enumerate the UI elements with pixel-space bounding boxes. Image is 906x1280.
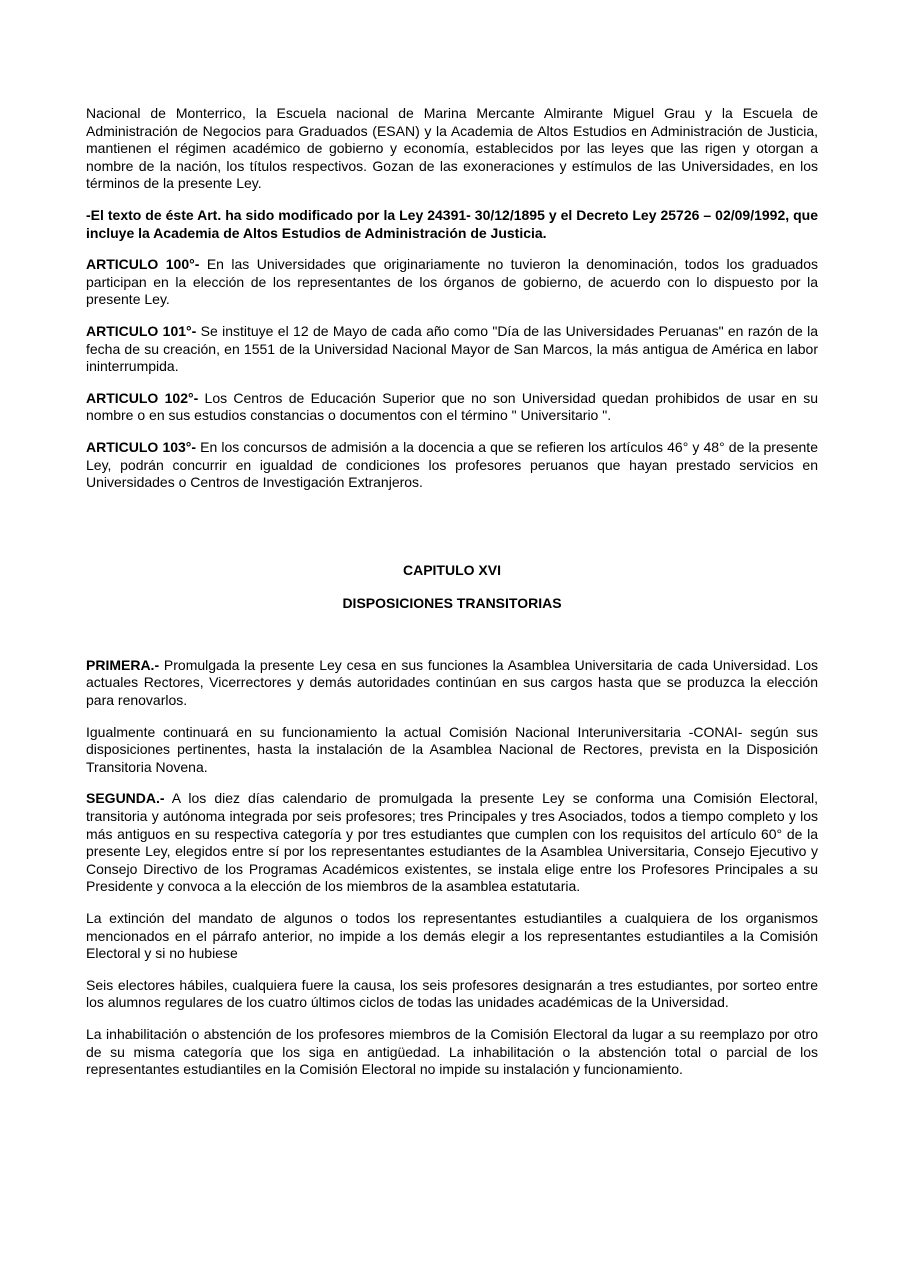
article-103 xyxy=(86,439,818,492)
transitoria-label: PRIMERA.- xyxy=(86,656,160,673)
chapter-number: CAPITULO XVI xyxy=(402,561,501,578)
segunda-paragraph-3: Seis electores hábiles, cualquiera fuere la causa, los seis profesores designarán a tres estudiantes, por sorteo entre los alumnos regulares de los cuatro últimos ciclos de todas las unidades académicas de la Universidad. xyxy=(86,976,818,1011)
article-text: Los Centros de Educación Superior que no son Universidad quedan prohibidos de usar en su nombre o en sus estudios constancias o documentos con el término " Universitario ". xyxy=(86,389,818,424)
article-text: Se instituye el 12 de Mayo de cada año como "Día de las Universidades Peruanas" en razón de la fecha de su creación, en 1551 de la Universidad Nacional Mayor de San Marcos, la más antigua de América en labor ininterrumpida. xyxy=(86,322,818,375)
transitoria-segunda xyxy=(86,790,818,896)
segunda-paragraph-4: La inhabilitación o abstención de los profesores miembros de la Comisión Electoral da lugar a su reemplazo por otro de su misma categoría que los siga en antigüedad. La inhabilitación o la abstención total o parcial de los representantes estudiantiles en la Comisión Electoral no impide su instalación y funcionamiento. xyxy=(86,1025,818,1078)
transitoria-primera xyxy=(86,657,818,710)
article-label: ARTICULO 103°- xyxy=(86,438,197,455)
transitoria-text: A los diez días calendario de promulgada la presente Ley se conforma una Comisión Electoral, transitoria y autónoma integrada por seis profesores; tres Principales y tres Asociados, todos a tiempo completo y los más antiguos en su respectiva categoría y por tres estudiantes que cumplen con los requisitos del artículo 60° de la presente Ley, elegidos entre sí por los representantes estudiantes de la Asamblea Universitaria, Consejo Ejecutivo y Consejo Directivo de los Programas Académicos existentes, se instala elige entre los Profesores Principales a su Presidente y convoca a la elección de los miembros de la asamblea estatutaria. xyxy=(86,790,818,895)
transitoria-text: Promulgada la presente Ley cesa en sus funciones la Asamblea Universitaria de cada Universidad. Los actuales Rectores, Vicerrectores y demás autoridades continúan en sus cargos hasta que se produzca la elección para renovarlos. xyxy=(86,656,818,709)
article-label: ARTICULO 102°- xyxy=(86,389,199,406)
document-page xyxy=(86,105,818,1093)
article-text: En los concursos de admisión a la docencia a que se refieren los artículos 46° y 48° de la presente Ley, podrán concurrir en igualdad de condiciones los profesores peruanos que hayan prestado servicios en Universidades o Centros de Investigación Extranjeros. xyxy=(86,438,818,491)
chapter-title: DISPOSICIONES TRANSITORIAS xyxy=(342,595,562,612)
modification-note: -El texto de éste Art. ha sido modificado por la Ley 24391- 30/12/1895 y el Decreto Ley 25726 – 02/09/1992, que incluye la Academia de Altos Estudios de Administración de Justicia. xyxy=(86,206,818,241)
article-101 xyxy=(86,323,818,376)
intro-paragraph: Nacional de Monterrico, la Escuela nacional de Marina Mercante Almirante Miguel Grau y la Escuela de Administración de Negocios para Graduados (ESAN) y la Academia de Altos Estudios en Administración de Justicia, mantienen el régimen académico de gobierno y economía, establecidos por las leyes que las rigen y otorgan a nombre de la nación, los títulos respectivos. Gozan de las exoneraciones y estímulos de las Universidades, en los términos de la presente Ley. xyxy=(86,105,818,192)
article-text: En las Universidades que originariamente no tuvieron la denominación, todos los graduados participan en la elección de los representantes de los órganos de gobierno, de acuerdo con lo dispuesto por la presente Ley. xyxy=(86,256,818,308)
transitoria-label: SEGUNDA.- xyxy=(86,790,165,807)
article-label: ARTICULO 100°- xyxy=(86,256,200,273)
article-100 xyxy=(86,256,818,309)
segunda-paragraph-2: La extinción del mandato de algunos o todos los representantes estudiantiles a cualquiera de los organismos mencionados en el párrafo anterior, no impide a los demás elegir a los representantes estudiantiles a la Comisión Electoral y si no hubiese xyxy=(86,910,818,962)
article-label: ARTICULO 101°- xyxy=(86,322,197,339)
article-102 xyxy=(86,390,818,425)
primera-paragraph-2: Igualmente continuará en su funcionamiento la actual Comisión Nacional Interuniversitaria -CONAI- según sus disposiciones pertinentes, hasta la instalación de la Asamblea Nacional de Rectores, prevista en la Disposición Transitoria Novena. xyxy=(86,723,818,775)
